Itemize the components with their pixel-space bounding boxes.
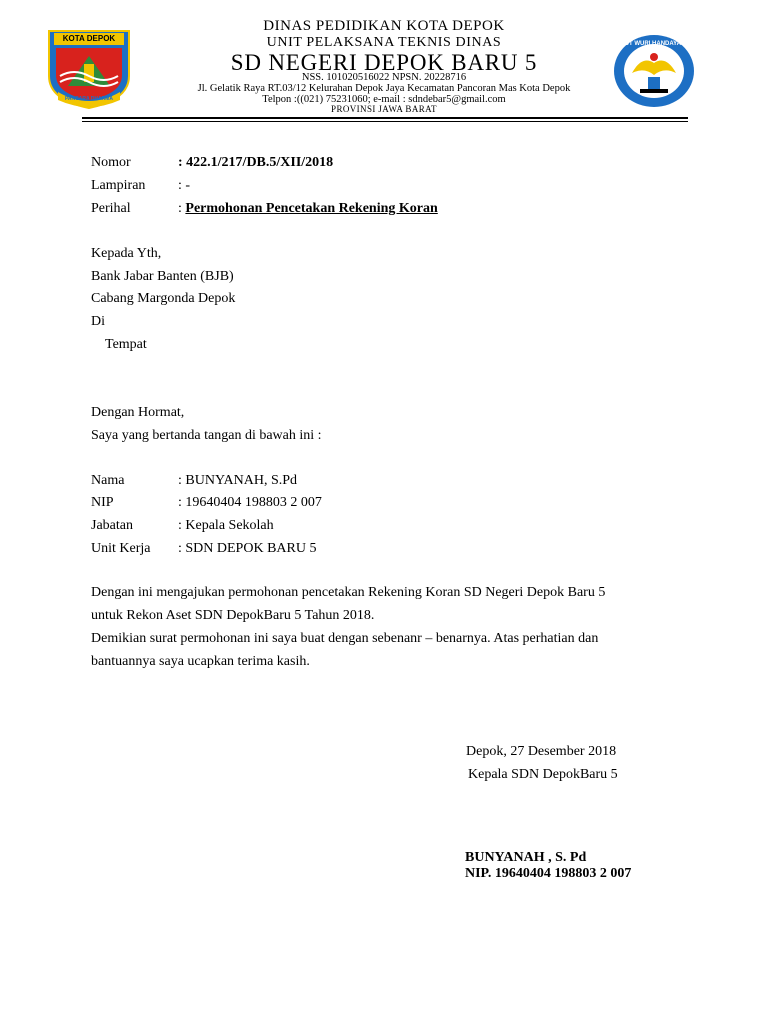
- paragraph-line-4: bantuannya saya ucapkan terima kasih.: [91, 654, 310, 669]
- paragraph-line-2: untuk Rekon Aset SDN DepokBaru 5 Tahun 2018.: [91, 608, 375, 623]
- letterhead-unit: UNIT PELAKSANA TEKNIS DINAS: [266, 35, 502, 50]
- signature-position: Kepala SDN DepokBaru 5: [468, 767, 618, 782]
- field-label-nomor: Nomor: [91, 155, 131, 170]
- field-label-lampiran: Lampiran: [91, 178, 146, 193]
- recipient-line-4: Di: [91, 314, 105, 329]
- letterhead-province: PROVINSI JAWA BARAT: [331, 104, 437, 114]
- paragraph-line-3: Demikian surat permohonan ini saya buat dengan sebenanr – benarnya. Atas perhatian dan: [91, 631, 599, 646]
- intro-line: Saya yang bertanda tangan di bawah ini :: [91, 428, 322, 443]
- identity-label-nip: NIP: [91, 495, 114, 510]
- identity-label-unit-kerja: Unit Kerja: [91, 541, 151, 556]
- identity-value-nip: : 19640404 198803 2 007: [178, 495, 322, 510]
- perihal-colon: :: [178, 201, 186, 216]
- recipient-line-5: Tempat: [105, 337, 147, 352]
- greeting: Dengan Hormat,: [91, 405, 185, 420]
- paragraph-line-1: Dengan ini mengajukan permohonan pencetakan Rekening Koran SD Negeri Depok Baru 5: [91, 585, 606, 600]
- letterhead-divider-thick: [82, 117, 688, 119]
- recipient-line-2: Bank Jabar Banten (BJB): [91, 269, 234, 284]
- identity-value-jabatan: : Kepala Sekolah: [178, 518, 274, 533]
- logo-left-title: KOTA DEPOK: [62, 34, 116, 43]
- perihal-subject: Permohonan Pencetakan Rekening Koran: [185, 201, 438, 216]
- signature-name: BUNYANAH , S. Pd: [465, 850, 587, 865]
- recipient-line-3: Cabang Margonda Depok: [91, 291, 236, 306]
- identity-value-unit-kerja: : SDN DEPOK BARU 5: [178, 541, 317, 556]
- signature-nip: NIP. 19640404 198803 2 007: [465, 866, 632, 881]
- identity-label-nama: Nama: [91, 473, 125, 488]
- recipient-line-1: Kepada Yth,: [91, 246, 162, 261]
- signature-place-date: Depok, 27 Desember 2018: [466, 744, 617, 759]
- field-label-perihal: Perihal: [91, 201, 131, 216]
- field-value-perihal: [178, 201, 438, 217]
- letterhead-school-name: SD NEGERI DEPOK BARU 5: [230, 50, 538, 75]
- letterhead-nss-npsn: NSS. 101020516022 NPSN. 20228716: [301, 72, 467, 83]
- logo-right-motto: TUT WURI HANDAYANI: [621, 41, 687, 47]
- letterhead-address: Jl. Gelatik Raya RT.03/12 Kelurahan Depok Jaya Kecamatan Pancoran Mas Kota Depok: [197, 83, 571, 94]
- letterhead-agency: DINAS PEDIDIKAN KOTA DEPOK: [263, 18, 505, 34]
- field-value-nomor: : 422.1/217/DB.5/XII/2018: [178, 155, 334, 170]
- logo-left-motto: PANCARA DHARMA: [64, 96, 114, 102]
- identity-label-jabatan: Jabatan: [91, 518, 133, 533]
- letterhead-divider-thin: [82, 121, 688, 122]
- identity-value-nama: : BUNYANAH, S.Pd: [178, 473, 298, 488]
- field-value-lampiran: : -: [178, 178, 191, 193]
- letterhead-contact: Telpon :((021) 75231060; e-mail : sdndebar5@gmail.com: [262, 94, 506, 105]
